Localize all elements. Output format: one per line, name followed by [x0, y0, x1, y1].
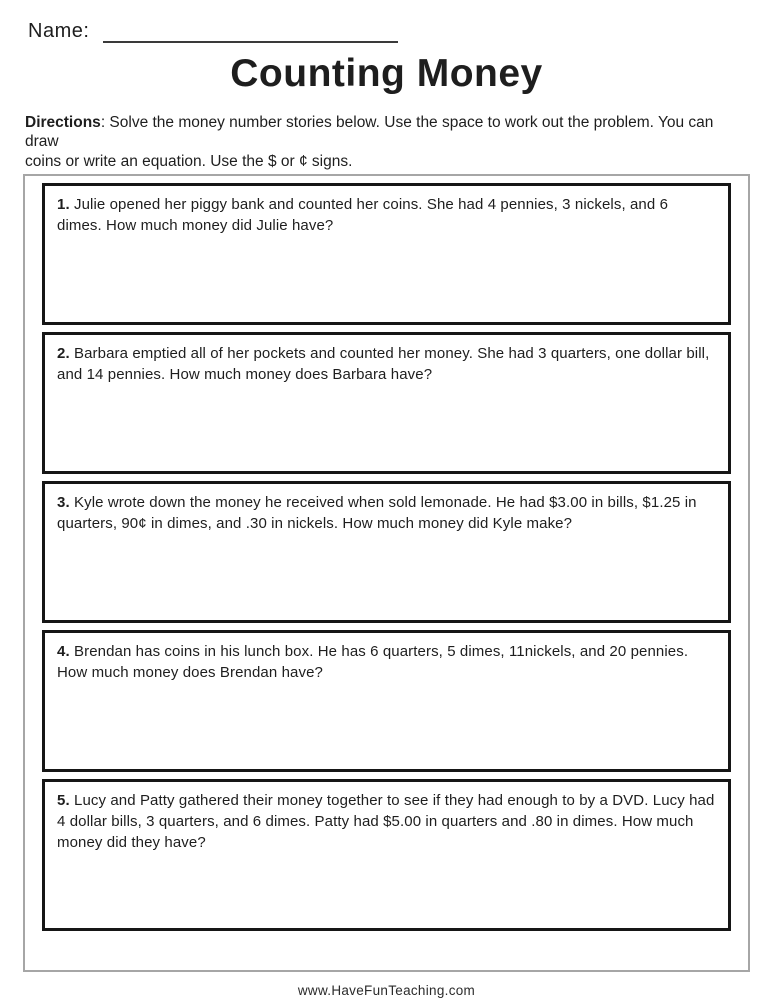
- problems-frame: [23, 174, 750, 972]
- directions-line-1: [25, 113, 748, 152]
- problem-2-text: Barbara emptied all of her pockets and counted her money. She had 3 quarters, one dollar bill, and 14 pennies. How much money does Barbara have?: [57, 345, 710, 383]
- page-title: Counting Money: [230, 52, 543, 95]
- directions-label: Directions: [25, 114, 101, 131]
- problem-box-3: [42, 481, 731, 623]
- directions-text-1: : Solve the money number stories below. Use the space to work out the problem. You can draw: [25, 114, 714, 151]
- problem-box-2: [42, 332, 731, 474]
- problem-box-1: [42, 183, 731, 325]
- problem-3-text: Kyle wrote down the money he received when sold lemonade. He had $3.00 in bills, $1.25 in quarters, 90¢ in dimes, and .30 in nickels. How much money did Kyle make?: [57, 494, 697, 532]
- problem-4-number: 4.: [57, 643, 70, 661]
- name-blank-line: [103, 21, 398, 43]
- directions: [25, 113, 748, 171]
- problem-5-number: 5.: [57, 792, 70, 810]
- name-label: Name:: [28, 20, 90, 42]
- problem-box-4: [42, 630, 731, 772]
- problem-2-number: 2.: [57, 345, 70, 363]
- problem-3-number: 3.: [57, 494, 70, 512]
- problem-4-text: Brendan has coins in his lunch box. He has 6 quarters, 5 dimes, 11nickels, and 20 pennies. How much money does Brendan have?: [57, 643, 689, 681]
- problem-2: [57, 344, 716, 385]
- name-row: [0, 0, 773, 43]
- footer-url: www.HaveFunTeaching.com: [297, 983, 476, 999]
- directions-text-2: coins or write an equation. Use the $ or ¢ signs.: [25, 152, 353, 170]
- problem-1-number: 1.: [57, 196, 70, 214]
- problem-3: [57, 493, 716, 534]
- problem-5: [57, 791, 716, 853]
- problem-1: [57, 195, 716, 236]
- problem-5-text: Lucy and Patty gathered their money together to see if they had enough to by a DVD. Lucy had 4 dollar bills, 3 quarters, and 6 dimes. Patty had $5.00 in quarters and .80 in dimes. How much money did they have?: [57, 792, 715, 851]
- problem-1-text: Julie opened her piggy bank and counted her coins. She had 4 pennies, 3 nickels, and 6 dimes. How much money did Julie have?: [57, 196, 669, 234]
- problem-box-5: [42, 779, 731, 931]
- problem-4: [57, 642, 716, 683]
